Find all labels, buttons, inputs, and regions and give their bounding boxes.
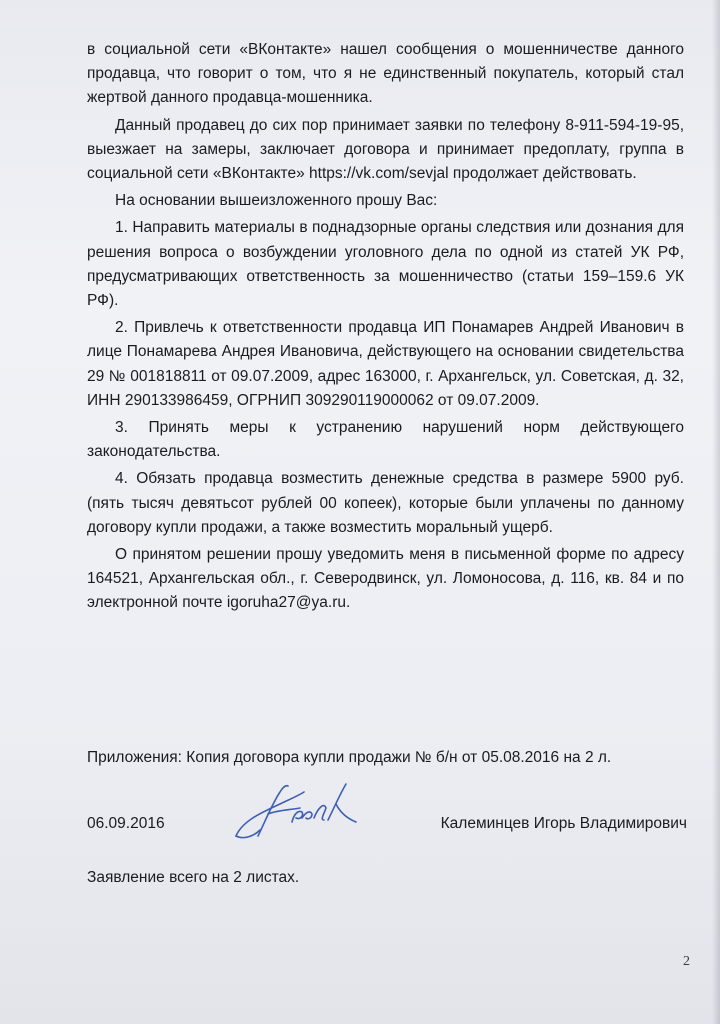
paragraph-continuation: в социальной сети «ВКонтакте» нашел сообщения о мошенничестве данного продавца, что говорит о том, что я не единственный покупатель, который стал жертвой данного продавца-мошенника. — [87, 41, 684, 107]
paragraph-request-1: 1. Направить материалы в поднадзорные органы следствия или дознания для решения вопроса о возбуждении уголовного дела по одной из статей УК РФ, предусматривающих ответственность за мошенничество (статьи 159–159.6 УК РФ). — [87, 219, 684, 310]
document-body — [87, 38, 684, 619]
paragraph-seller-active: Данный продавец до сих пор принимает заявки по телефону 8-911-594-19-95, выезжает на замеры, заключает договора и принимает предоплату, группа в социальной сети «ВКонтакте» https://vk.com/sevjal продолжает действовать. — [87, 116, 684, 183]
paragraph-request-3: 3. Принять меры к устранению нарушений норм действующего законодательства. — [87, 419, 684, 461]
page-number: 2 — [683, 954, 690, 969]
paragraph-request-4: 4. Обязать продавца возместить денежные средства в размере 5900 руб. (пять тысяч девятьсот рублей 00 копеек), которые были уплачены по данному договору купли продажи, а также возместить моральный ущерб. — [87, 470, 684, 536]
handwritten-signature — [228, 774, 368, 854]
page-edge-shadow — [712, 0, 720, 1024]
appendix-line: Приложения: Копия договора купли продажи № б/н от 05.08.2016 на 2 л. — [87, 749, 612, 766]
paragraph-request-intro: На основании вышеизложенного прошу Вас: — [115, 192, 438, 210]
signer-name: Калеминцев Игорь Владимирович — [440, 815, 687, 832]
document-date: 06.09.2016 — [87, 815, 165, 832]
paragraph-request-2: 2. Привлечь к ответственности продавца ИП Понамарев Андрей Иванович в лице Понамарева Андрея Ивановича, действующего на основании свидетельства 29 № 001818811 от 09.07.2009, адрес 163000, г. Архангельск, ул. Советская, д. 32, ИНН 290133986459, ОГРНИП 309290119000062 от 09.07.2009. — [87, 319, 684, 409]
total-sheets-note: Заявление всего на 2 листах. — [87, 869, 300, 886]
paragraph-notification: О принятом решении прошу уведомить меня в письменной форме по адресу 164521, Архангельская обл., г. Северодвинск, ул. Ломоносова, д. 116, кв. 84 и по электронной почте igoruha27@ya.ru. — [87, 546, 684, 612]
